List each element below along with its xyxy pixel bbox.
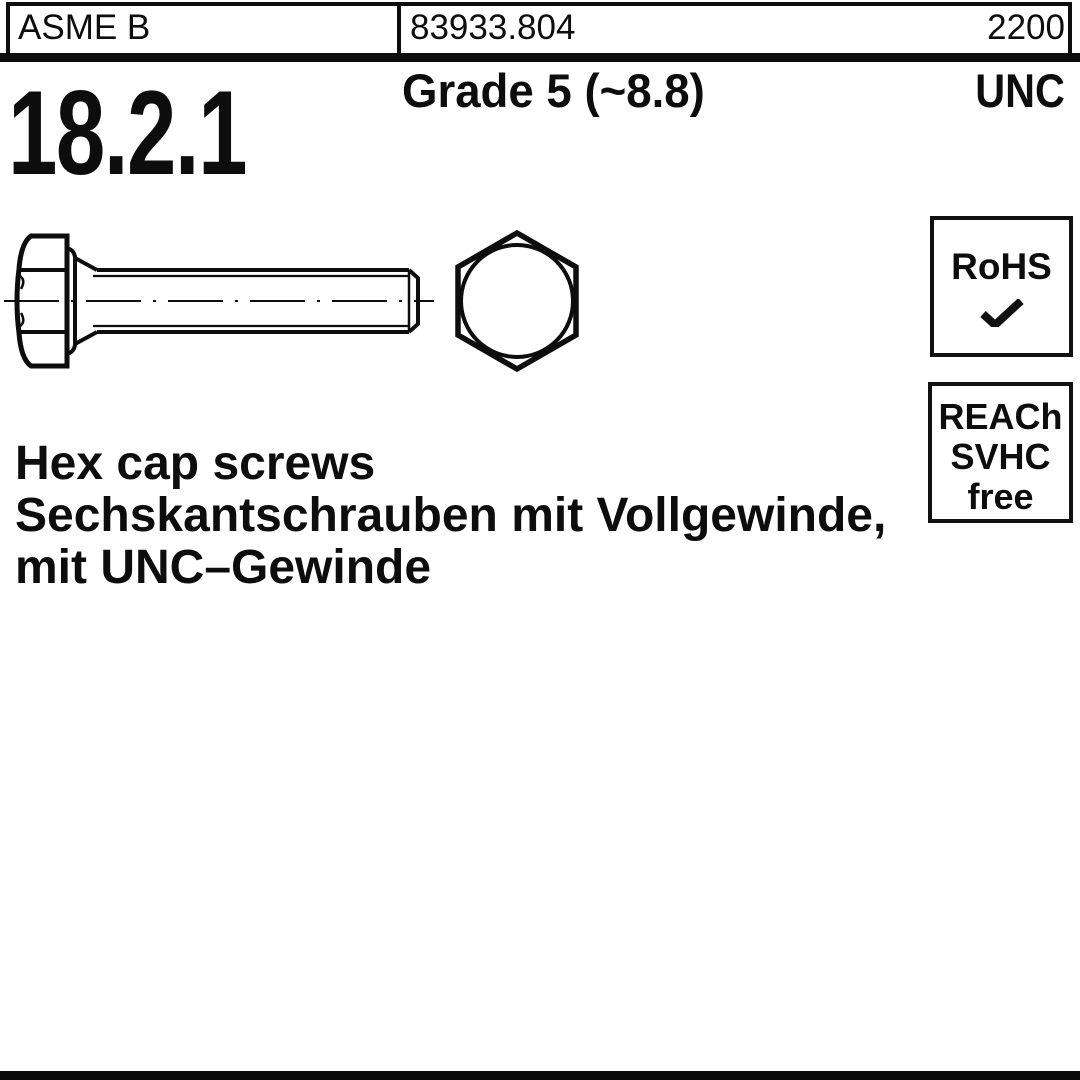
product-title-en: Hex cap screws: [15, 437, 376, 490]
footer-rule: [0, 1071, 1080, 1080]
header-standard: ASME B: [18, 7, 151, 47]
header-article-number: 83933.804: [410, 7, 576, 47]
reach-line-1: REACh: [938, 396, 1063, 437]
bolt-technical-drawing: [0, 215, 600, 387]
header-rule: [0, 53, 1080, 62]
reach-line-3: free: [967, 476, 1034, 517]
rohs-badge: [930, 216, 1073, 357]
thread-label: UNC: [975, 64, 1065, 117]
rohs-label: RoHS: [951, 246, 1052, 287]
section-number: 18.2.1: [8, 66, 247, 200]
bolt-side-view-drawing: [4, 236, 434, 366]
check-icon: [980, 299, 1024, 327]
product-title-de-line2: mit UNC–Gewinde: [15, 541, 432, 594]
reach-badge: [928, 382, 1073, 523]
header-catalog-page: 2200: [987, 7, 1065, 47]
header-divider: [397, 2, 401, 53]
grade-label: Grade 5 (~8.8): [402, 64, 705, 117]
reach-line-2: SVHC: [950, 436, 1051, 477]
product-title-de-line1: Sechskantschrauben mit Vollgewinde,: [15, 489, 887, 542]
bolt-front-view-drawing: [458, 233, 576, 369]
